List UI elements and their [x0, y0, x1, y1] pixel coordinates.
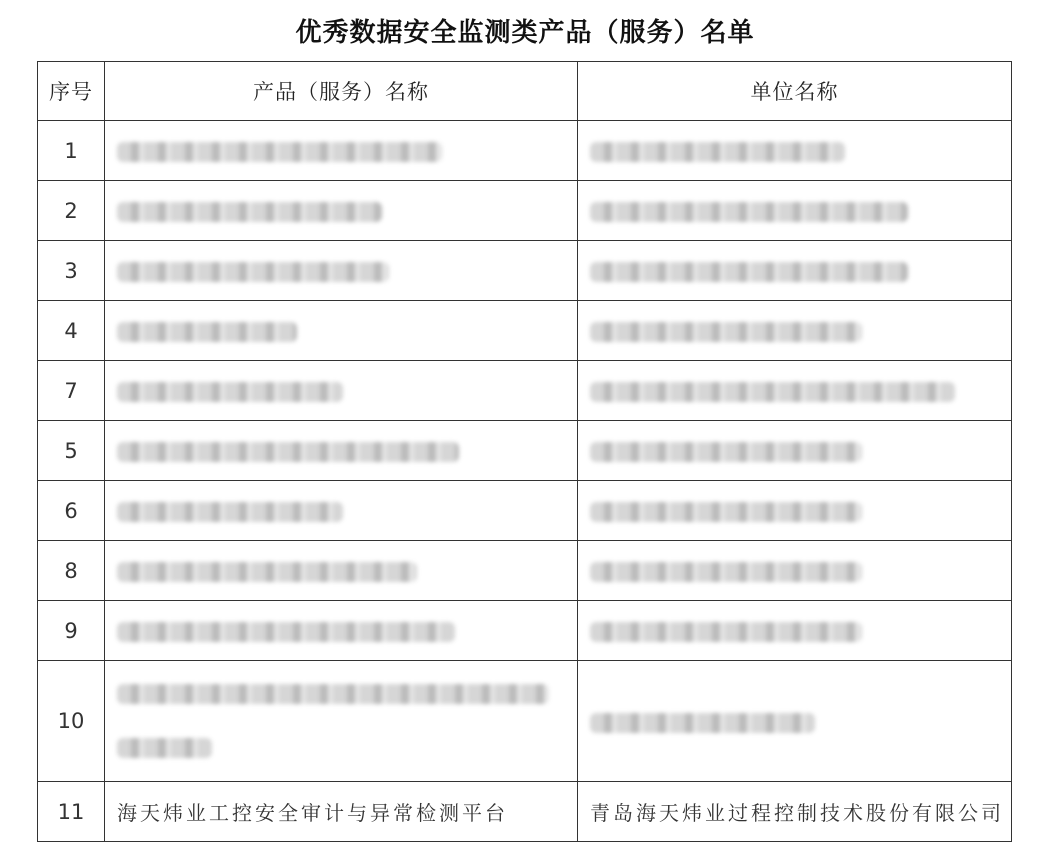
row-index: 4: [38, 301, 105, 361]
product-name-redacted: [105, 121, 578, 181]
company-name-redacted: [578, 541, 1012, 601]
product-name-redacted: [105, 241, 578, 301]
table-row: [38, 361, 1012, 421]
page-title: 优秀数据安全监测类产品（服务）名单: [295, 18, 755, 48]
product-name-redacted: [105, 301, 578, 361]
row-index: 2: [38, 181, 105, 241]
header-company-name: 单位名称: [578, 62, 1012, 121]
row-index: 11: [38, 782, 105, 842]
row-index: 10: [38, 661, 105, 782]
product-name-redacted: [105, 361, 578, 421]
company-name: 青岛海天炜业过程控制技术股份有限公司: [578, 782, 1012, 842]
company-name-redacted: [578, 241, 1012, 301]
company-name-redacted: [578, 661, 1012, 782]
product-name-redacted: [105, 661, 578, 782]
table-row: [38, 121, 1012, 181]
table-row: [38, 661, 1012, 782]
product-name-redacted: [105, 481, 578, 541]
table-row: [38, 301, 1012, 361]
header-index: 序号: [38, 62, 105, 121]
company-name-redacted: [578, 361, 1012, 421]
company-name-redacted: [578, 601, 1012, 661]
header-product-name: 产品（服务）名称: [105, 62, 578, 121]
product-name-redacted: [105, 541, 578, 601]
table-row: [38, 181, 1012, 241]
product-name-redacted: [105, 181, 578, 241]
row-index: 6: [38, 481, 105, 541]
row-index: 9: [38, 601, 105, 661]
product-name-redacted: [105, 421, 578, 481]
row-index: 5: [38, 421, 105, 481]
row-index: 8: [38, 541, 105, 601]
product-list-table: [37, 61, 1012, 842]
row-index: 7: [38, 361, 105, 421]
product-name-redacted: [105, 601, 578, 661]
company-name-redacted: [578, 121, 1012, 181]
company-name-redacted: [578, 181, 1012, 241]
table-row: [38, 541, 1012, 601]
table-row: [38, 241, 1012, 301]
row-index: 3: [38, 241, 105, 301]
company-name-redacted: [578, 301, 1012, 361]
row-index: 1: [38, 121, 105, 181]
table-row: [38, 601, 1012, 661]
table-row: [38, 481, 1012, 541]
table-row: [38, 421, 1012, 481]
table-row: [38, 782, 1012, 842]
company-name-redacted: [578, 481, 1012, 541]
company-name-redacted: [578, 421, 1012, 481]
product-name: 海天炜业工控安全审计与异常检测平台: [105, 782, 578, 842]
table-header-row: [38, 62, 1012, 121]
